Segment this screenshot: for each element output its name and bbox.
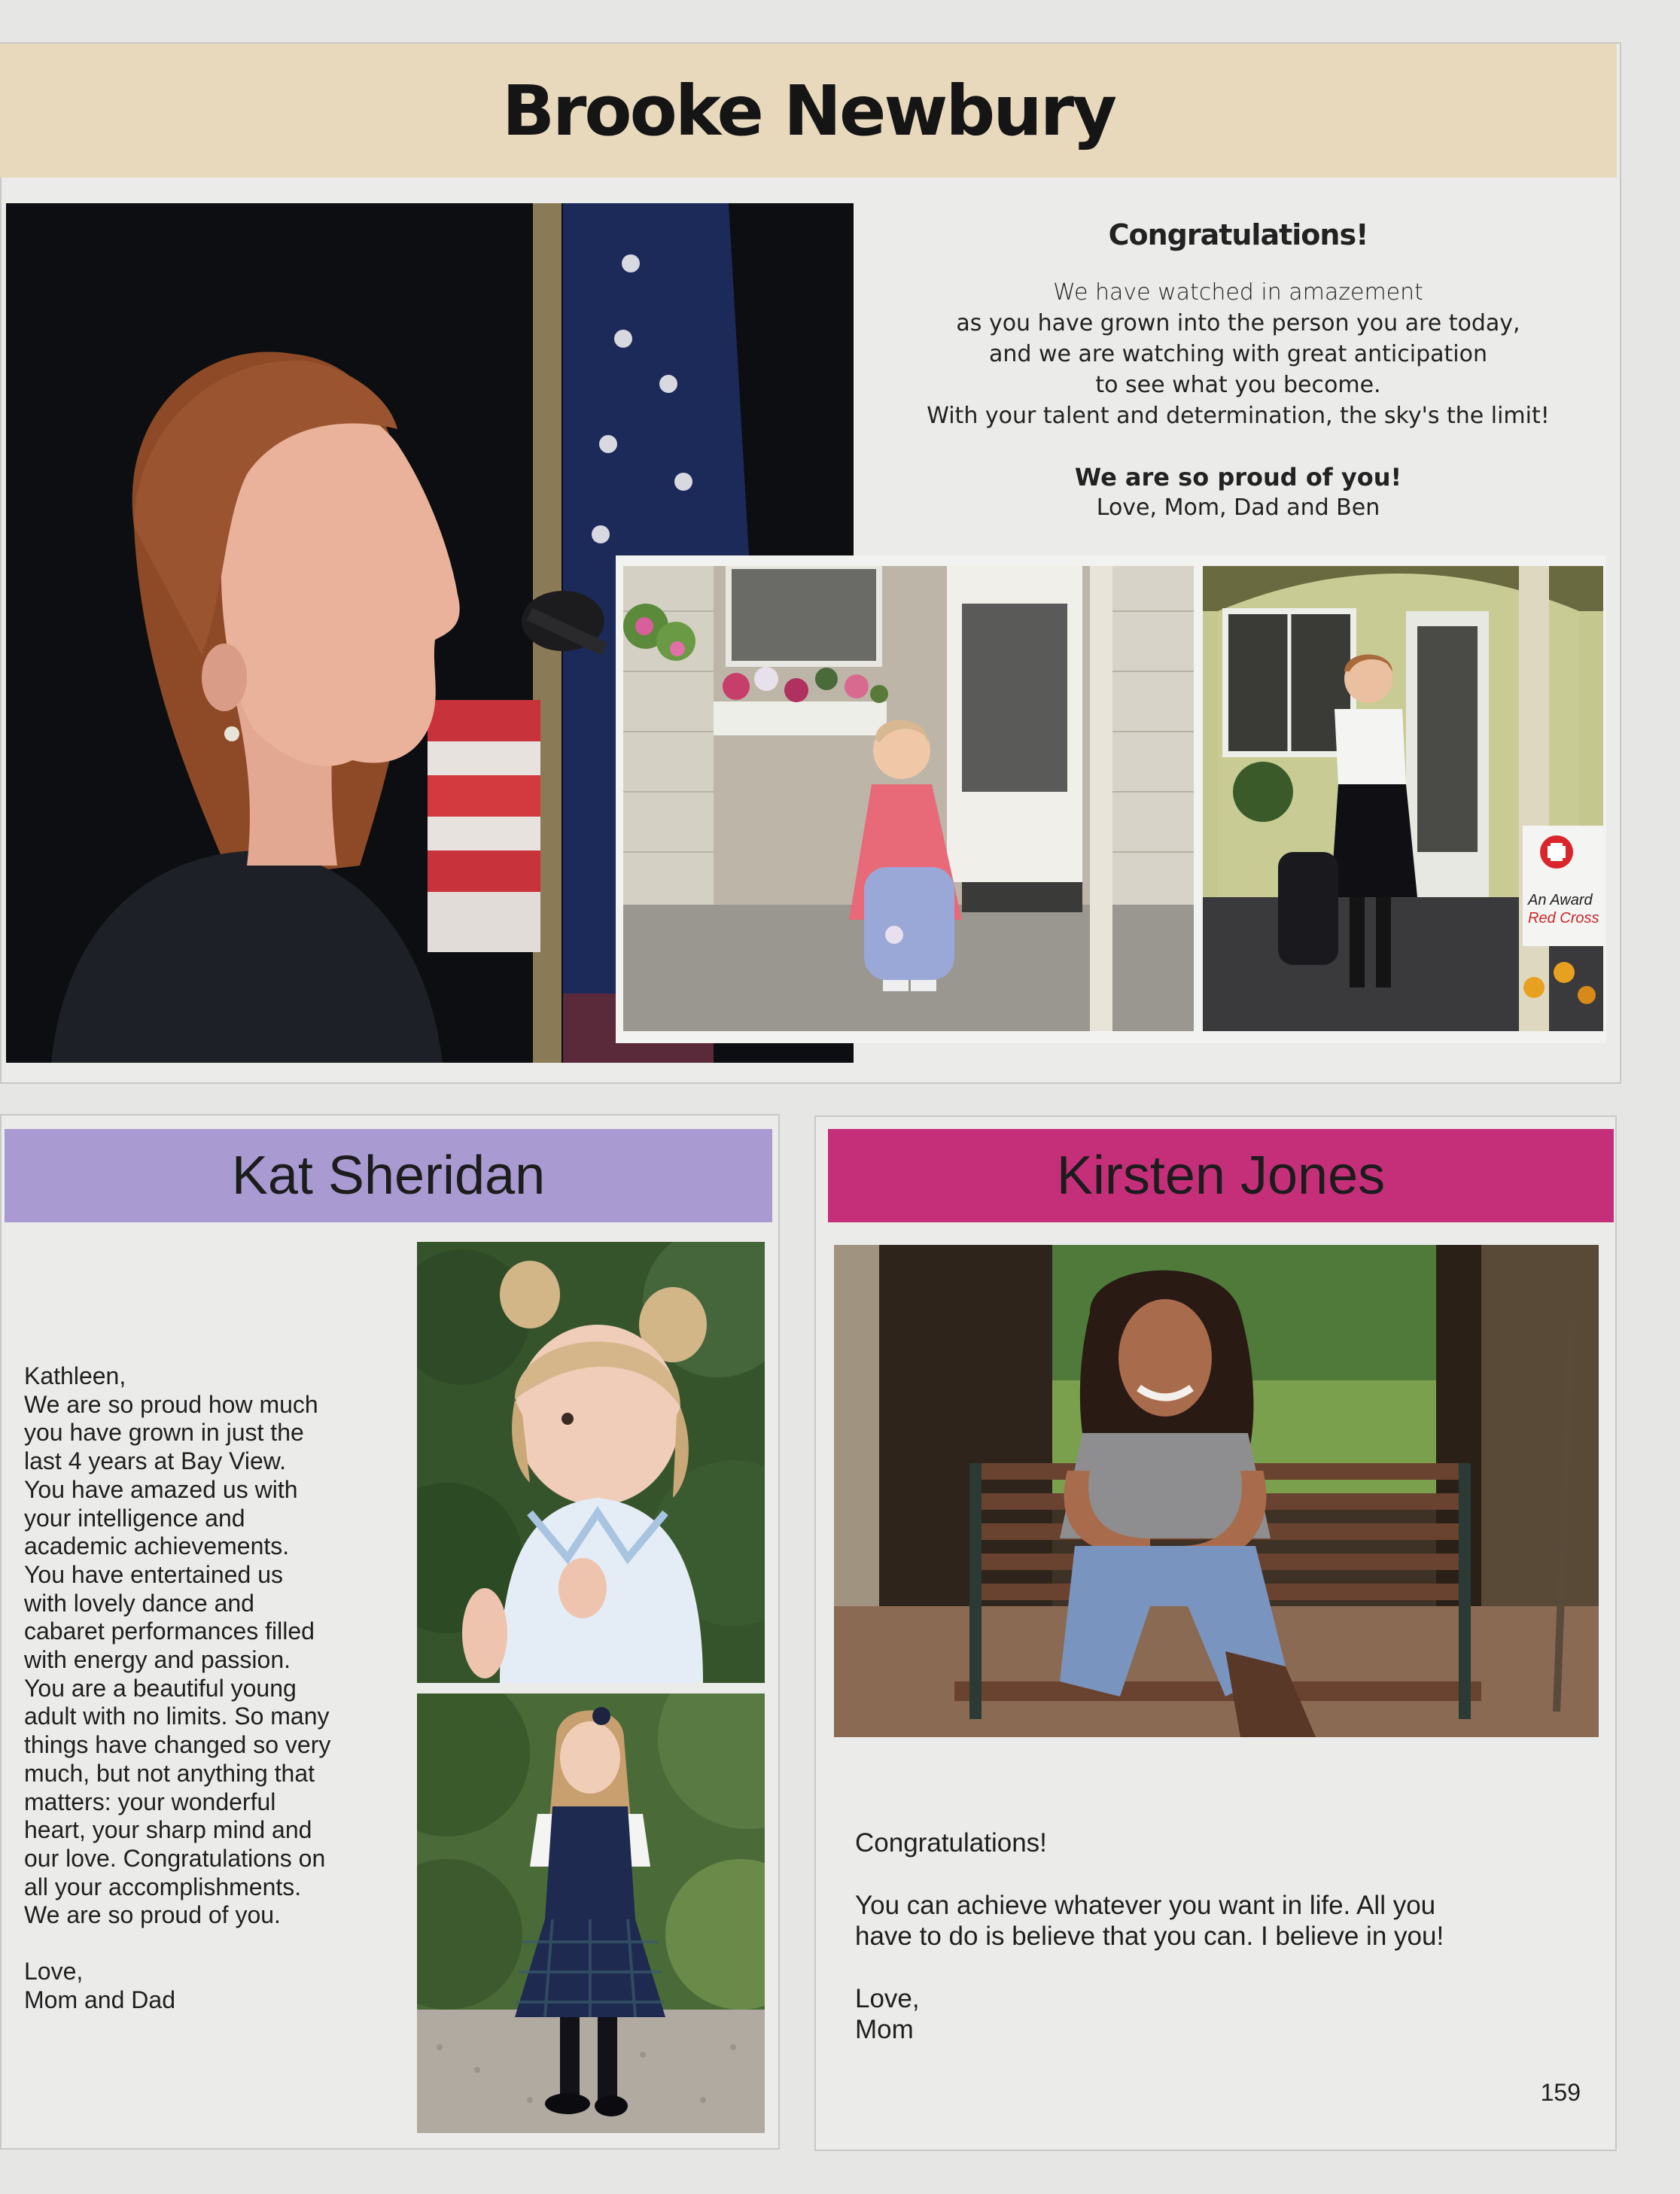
- kirsten-greeting: Congratulations!: [855, 1828, 1047, 1858]
- sign-text-redcross: Red Cross: [1528, 910, 1599, 927]
- kat-message-line: heart, your sharp mind and: [24, 1816, 312, 1844]
- kat-name-banner: [5, 1129, 772, 1222]
- kat-message-line: all your accomplishments.: [24, 1873, 302, 1900]
- brooke-name: Brooke Newbury: [501, 70, 1115, 151]
- kat-closing-love: Love,: [24, 1958, 84, 1986]
- kirsten-closing-love: Love,: [855, 1983, 920, 2013]
- brooke-message-line: and we are watching with great anticipation: [989, 341, 1487, 367]
- brooke-message: [858, 218, 1618, 523]
- kirsten-message-line: have to do is believe that you can. I believe in you!: [855, 1922, 1444, 1951]
- kat-message-line: last 4 years at Bay View.: [24, 1447, 287, 1475]
- kat-message: [24, 1362, 408, 2014]
- kat-closing-signature: Mom and Dad: [24, 1986, 175, 2013]
- kat-message-line: Kathleen,: [24, 1362, 126, 1389]
- kat-message-line: You have entertained us: [24, 1560, 283, 1588]
- brooke-message-line: to see what you become.: [1095, 372, 1381, 398]
- kirsten-message: [855, 1827, 1608, 2046]
- kat-message-line: matters: your wonderful: [24, 1788, 276, 1815]
- kirsten-closing-signature: Mom: [855, 2015, 914, 2044]
- brooke-message-line: as you have grown into the person you are today,: [956, 310, 1520, 336]
- kirsten-message-line: You can achieve whatever you want in life. All you: [855, 1890, 1436, 1920]
- brooke-name-banner: [0, 44, 1617, 178]
- kirsten-name: Kirsten Jones: [1056, 1146, 1386, 1206]
- kat-toddler-photo: [417, 1242, 765, 1683]
- sign-text-award: An Award: [1528, 892, 1593, 908]
- kat-message-line: academic achievements.: [24, 1532, 290, 1560]
- kat-message-line: You are a beautiful young: [24, 1674, 297, 1702]
- brooke-message-line: We have watched in amazement: [1053, 279, 1423, 306]
- brooke-proud-line: We are so proud of you!: [1074, 463, 1402, 491]
- brooke-signoff: Love, Mom, Dad and Ben: [1096, 494, 1380, 521]
- kat-name: Kat Sheridan: [231, 1146, 546, 1206]
- kat-message-line: our love. Congratulations on: [24, 1844, 326, 1872]
- kat-message-line: with lovely dance and: [24, 1589, 254, 1617]
- kat-message-line: things have changed so very: [24, 1731, 331, 1759]
- kat-uniform-photo: [417, 1693, 765, 2133]
- brooke-child-photo: [623, 566, 1194, 1031]
- brooke-message-heading: Congratulations!: [1108, 218, 1368, 251]
- kat-message-line: your intelligence and: [24, 1504, 245, 1532]
- kirsten-name-banner: [828, 1129, 1614, 1222]
- kirsten-swing-photo: [834, 1245, 1599, 1737]
- kat-message-line: with energy and passion.: [24, 1646, 291, 1674]
- kat-message-line: adult with no limits. So many: [24, 1703, 330, 1730]
- brooke-message-line: With your talent and determination, the sky's the limit!: [927, 403, 1550, 429]
- kat-message-line: cabaret performances filled: [24, 1617, 315, 1645]
- page-number: 159: [1540, 2079, 1581, 2106]
- kat-message-line: You have amazed us with: [24, 1475, 298, 1503]
- kat-message-line: you have grown in just the: [24, 1419, 304, 1447]
- brooke-teen-photo: [1203, 566, 1603, 1031]
- kat-message-line: We are so proud how much: [24, 1390, 318, 1418]
- kat-message-line: much, but not anything that: [24, 1759, 315, 1787]
- kat-message-line: We are so proud of you.: [24, 1901, 281, 1929]
